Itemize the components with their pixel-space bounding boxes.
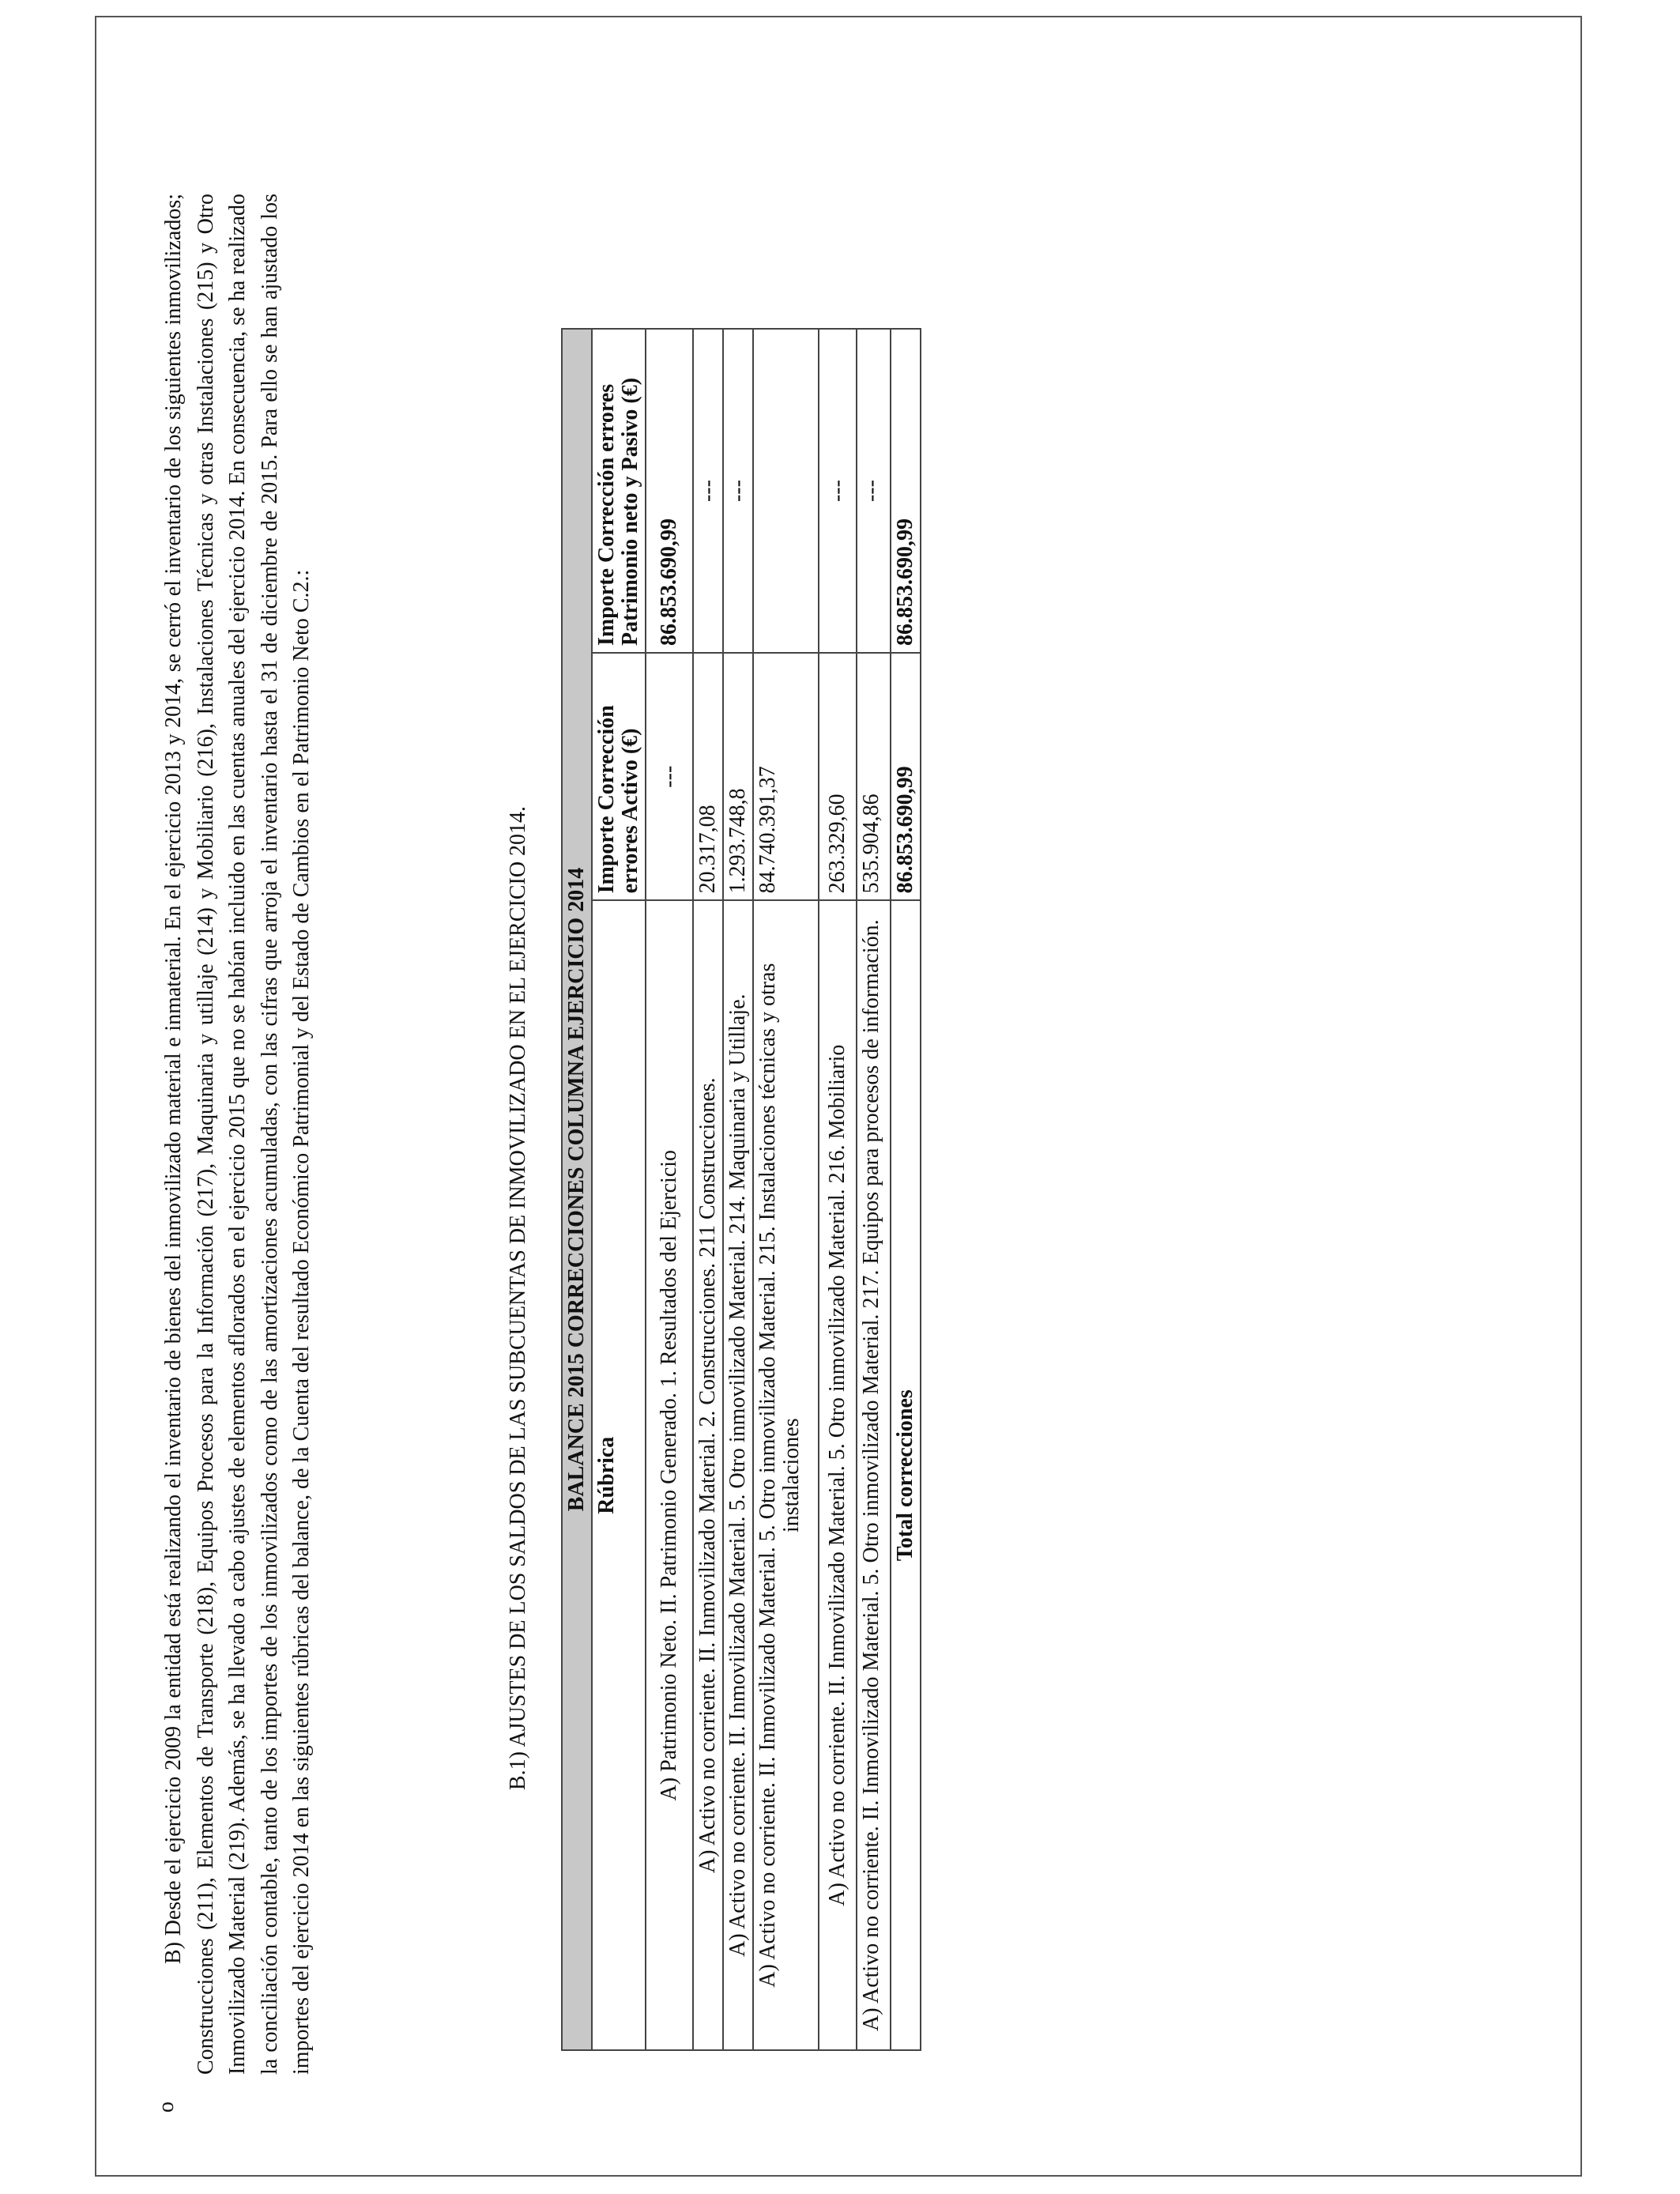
header-patrimonio: Importe Corrección errores Patrimonio neto y Pasivo (€) [592, 329, 646, 653]
patrimonio-cell: 86.853.690,99 [646, 329, 693, 653]
activo-cell: 20.317,08 [693, 653, 723, 900]
balance-corrections-table [561, 328, 921, 2051]
patrimonio-cell: --- [857, 329, 891, 653]
total-label: Total correcciones [891, 900, 921, 2050]
table-title: BALANCE 2015 CORRECCIONES COLUMNA EJERCICIO 2014 [562, 329, 592, 2050]
table-row [753, 329, 819, 2050]
activo-cell: 84.740.391,37 [753, 653, 819, 900]
total-patrimonio: 86.853.690,99 [891, 329, 921, 653]
table-row [693, 329, 723, 2050]
table-row [857, 329, 891, 2050]
body-paragraph: B) Desde el ejercicio 2009 la entidad está realizando el inventario de bienes del inmovilizado material e inmaterial. En el ejercicio 2013 y 2014, se cerró el inventario de los siguientes inmovilizados; Construcciones (211), Elementos de Transporte (218), Equipos Procesos para la Información (217), Maquinaria y utillaje (214) y Mobiliario (216), Instalaciones Técnicas y otras Instalaciones (215) y Otro Inmovilizado Material (219). Además, se ha llevado a cabo ajustes de elementos aflorados en el ejercicio 2015 que no se habían incluido en las cuentas anuales del ejercicio 2014. En consecuencia, se ha realizado la conciliación contable, tanto de los importes de los inmovilizados como de las amortizaciones acumuladas, con las cifras que arroja el inventario hasta el 31 de diciembre de 2015. Para ello se han ajustado los importes del ejercicio 2014 en las siguientes rúbricas del balance, de la Cuenta del resultado Económico Patrimonial y del Estado de Cambios en el Patrimonio Neto C.2.: [161, 194, 314, 2075]
patrimonio-cell: --- [819, 329, 857, 653]
table-row [819, 329, 857, 2050]
total-row [891, 329, 921, 2050]
section-heading: B.1) AJUSTES DE LOS SALDOS DE LAS SUBCUENTAS DE INMOVILIZADO EN EL EJERCICIO 2014. [506, 805, 530, 1790]
activo-cell: --- [646, 653, 693, 900]
rubrica-cell: A) Activo no corriente. II. Inmovilizado Material. 5. Otro inmovilizado Material. 215. Instalaciones técnicas y otras instalaciones [753, 900, 819, 2050]
activo-cell: 263.329,60 [819, 653, 857, 900]
rubrica-cell: A) Activo no corriente. II. Inmovilizado Material. 5. Otro inmovilizado Material. 214. Maquinaria y Utillaje. [723, 900, 753, 2050]
header-rubrica: Rúbrica [592, 900, 646, 2050]
activo-cell: 535.904,86 [857, 653, 891, 900]
patrimonio-cell: --- [693, 329, 723, 653]
rotated-page-content [138, 123, 929, 2177]
total-activo: 86.853.690,99 [891, 653, 921, 900]
rubrica-cell: A) Activo no corriente. II. Inmovilizado Material. 2. Construcciones. 211 Construcciones. [693, 900, 723, 2050]
table-row [646, 329, 693, 2050]
patrimonio-cell: --- [723, 329, 753, 653]
activo-cell: 1.293.748,8 [723, 653, 753, 900]
rubrica-cell: A) Activo no corriente. II. Inmovilizado Material. 5. Otro inmovilizado Material. 216. Mobiliario [819, 900, 857, 2050]
rubrica-cell: A) Activo no corriente. II. Inmovilizado Material. 5. Otro inmovilizado Material. 217. Equipos para procesos de información. [857, 900, 891, 2050]
table-row [723, 329, 753, 2050]
bullet-marker: o [154, 2102, 179, 2113]
patrimonio-cell [753, 329, 819, 653]
header-activo: Importe Corrección errores Activo (€) [592, 653, 646, 900]
rubrica-cell: A) Patrimonio Neto. II. Patrimonio Generado. 1. Resultados del Ejercicio [646, 900, 693, 2050]
